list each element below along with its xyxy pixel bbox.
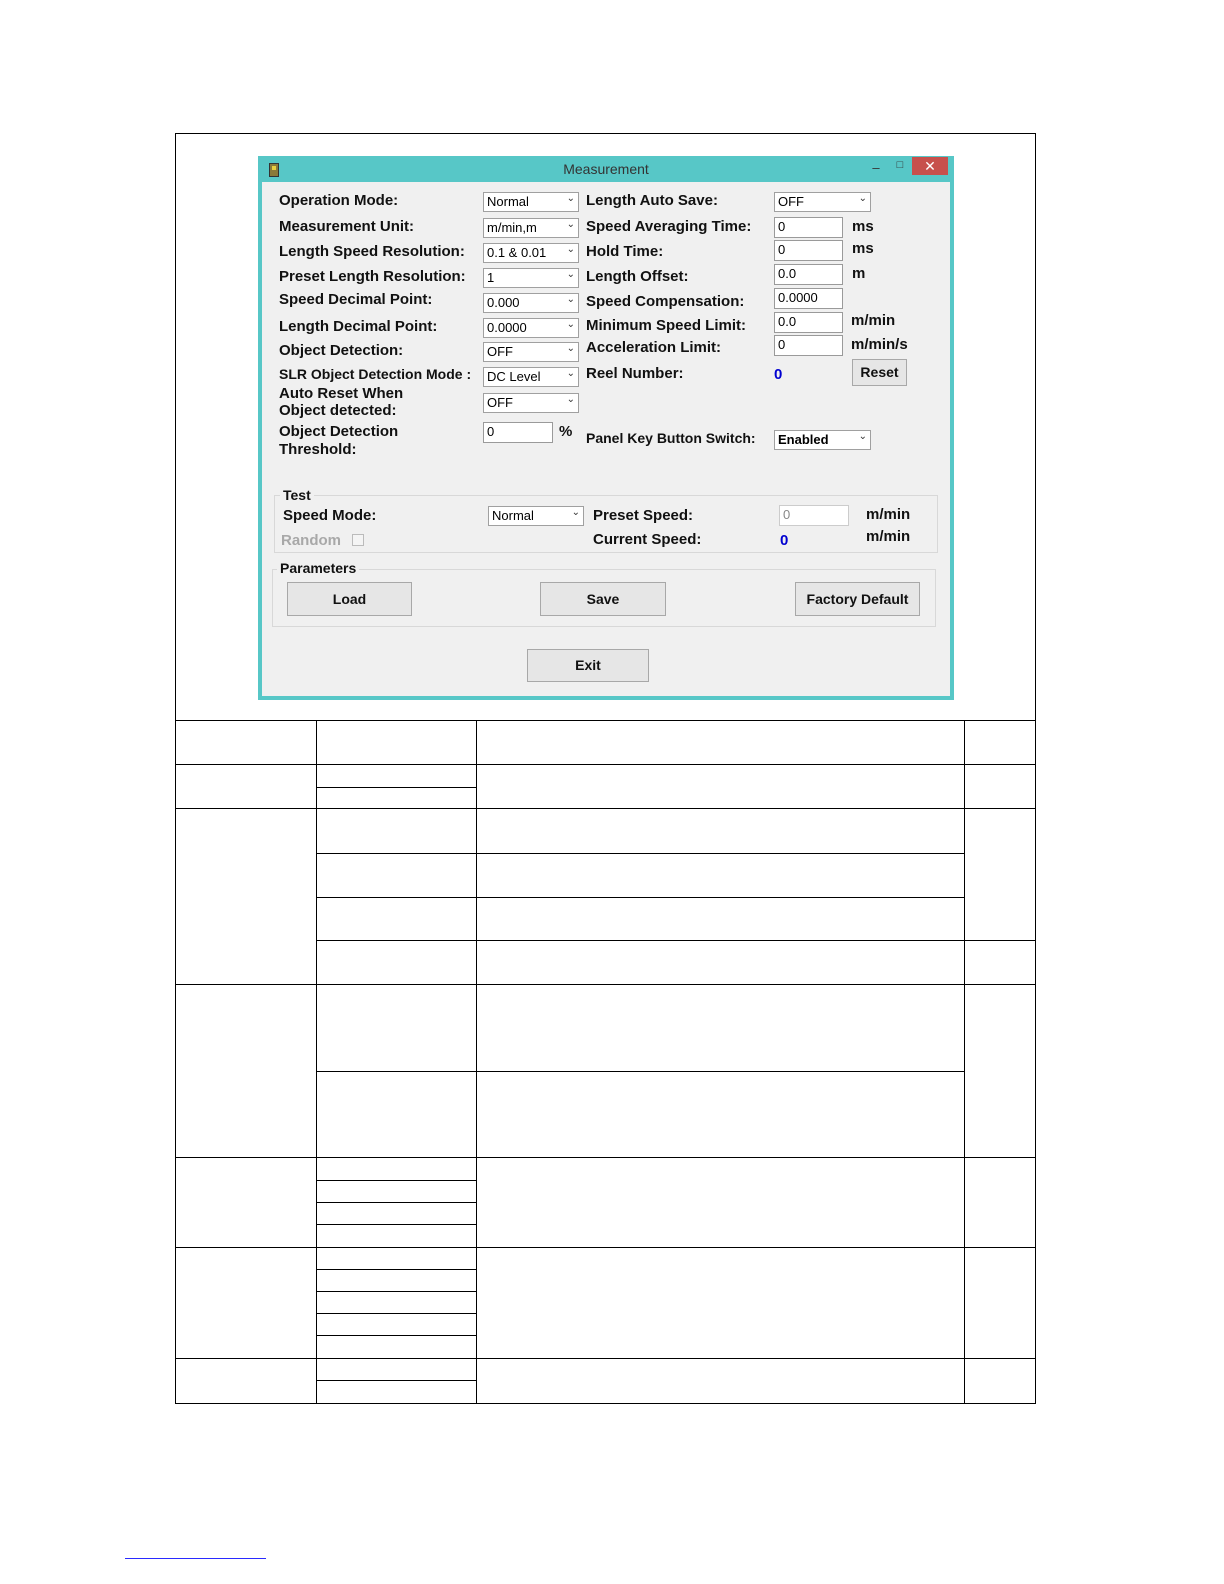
threshold-unit: % xyxy=(559,423,573,440)
random-label: Random xyxy=(281,532,341,549)
chevron-down-icon: ⌄ xyxy=(858,193,867,204)
table-row-divider xyxy=(175,764,1036,765)
acceleration-limit-label: Acceleration Limit: xyxy=(586,339,722,356)
chevron-down-icon: ⌄ xyxy=(858,431,867,442)
chevron-down-icon: ⌄ xyxy=(566,193,575,204)
preset-speed-input[interactable]: 0 xyxy=(779,505,849,526)
table-row-divider xyxy=(175,720,1036,721)
hold-time-input[interactable]: 0 xyxy=(774,240,843,261)
table-cell-divider xyxy=(316,1313,476,1314)
length-offset-label: Length Offset: xyxy=(586,268,689,285)
slr-object-detection-mode-select[interactable]: DC Level ⌄ xyxy=(483,367,579,387)
load-button[interactable]: Load xyxy=(287,582,412,616)
table-row-divider xyxy=(316,853,965,854)
table-row-divider xyxy=(316,897,965,898)
preset-speed-label: Preset Speed: xyxy=(593,507,694,524)
table-cell-divider xyxy=(316,1380,476,1381)
speed-compensation-input[interactable]: 0.0000 xyxy=(774,288,843,309)
panel-key-button-switch-label: Panel Key Button Switch: xyxy=(586,430,756,446)
speed-decimal-point-label: Speed Decimal Point: xyxy=(279,291,433,308)
object-detection-label: Object Detection: xyxy=(279,342,404,359)
table-column-divider xyxy=(964,720,965,1404)
table-cell-divider xyxy=(316,1269,476,1270)
length-speed-resolution-select[interactable]: 0.1 & 0.01 ⌄ xyxy=(483,243,579,263)
measurement-dialog xyxy=(258,156,954,700)
minimum-speed-limit-input[interactable]: 0.0 xyxy=(774,312,843,333)
exit-button[interactable]: Exit xyxy=(527,649,649,682)
acceleration-limit-unit: m/min/s xyxy=(851,336,908,353)
length-decimal-point-label: Length Decimal Point: xyxy=(279,318,438,335)
auto-reset-label-line1: Auto Reset When xyxy=(279,385,404,402)
table-row-divider xyxy=(175,1247,1036,1248)
table-cell-divider xyxy=(316,1180,476,1181)
object-detection-threshold-label-line1: Object Detection xyxy=(279,423,399,440)
save-button[interactable]: Save xyxy=(540,582,666,616)
current-speed-unit: m/min xyxy=(866,528,911,545)
acceleration-limit-input[interactable]: 0 xyxy=(774,335,843,356)
factory-default-button[interactable]: Factory Default xyxy=(795,582,920,616)
table-cell-divider xyxy=(316,1291,476,1292)
object-detection-threshold-label-line2: Threshold: xyxy=(279,441,357,458)
chevron-down-icon: ⌄ xyxy=(566,219,575,230)
length-auto-save-select[interactable]: OFF ⌄ xyxy=(774,192,871,212)
chevron-down-icon: ⌄ xyxy=(566,343,575,354)
table-cell-divider xyxy=(316,1224,476,1225)
reel-number-label: Reel Number: xyxy=(586,365,684,382)
reset-button[interactable]: Reset xyxy=(852,359,907,386)
preset-speed-unit: m/min xyxy=(866,506,911,523)
panel-key-button-switch-select[interactable]: Enabled ⌄ xyxy=(774,430,871,450)
table-cell-divider xyxy=(316,787,476,788)
footnote-separator xyxy=(125,1558,266,1559)
test-group-title: Test xyxy=(280,487,314,503)
object-detection-select[interactable]: OFF ⌄ xyxy=(483,342,579,362)
reel-number-value: 0 xyxy=(774,366,783,383)
speed-compensation-label: Speed Compensation: xyxy=(586,293,745,310)
chevron-down-icon: ⌄ xyxy=(566,319,575,330)
speed-mode-select[interactable]: Normal ⌄ xyxy=(488,506,584,526)
measurement-unit-label: Measurement Unit: xyxy=(279,218,415,235)
table-row-divider xyxy=(175,984,1036,985)
measurement-unit-select[interactable]: m/min,m ⌄ xyxy=(483,218,579,238)
auto-reset-label-line2: Object detected: xyxy=(279,402,397,419)
speed-decimal-point-select[interactable]: 0.000 ⌄ xyxy=(483,293,579,313)
random-checkbox[interactable] xyxy=(352,534,364,546)
hold-time-label: Hold Time: xyxy=(586,243,664,260)
table-row-divider xyxy=(316,1071,965,1072)
title-bar[interactable] xyxy=(258,156,954,182)
speed-mode-label: Speed Mode: xyxy=(283,507,377,524)
object-detection-threshold-input[interactable]: 0 xyxy=(483,422,553,443)
chevron-down-icon: ⌄ xyxy=(566,294,575,305)
length-auto-save-label: Length Auto Save: xyxy=(586,192,718,209)
minimum-speed-limit-unit: m/min xyxy=(851,312,896,329)
table-row-divider xyxy=(316,940,1036,941)
parameters-group-title: Parameters xyxy=(277,560,359,576)
chevron-down-icon: ⌄ xyxy=(566,394,575,405)
length-offset-unit: m xyxy=(852,265,866,282)
chevron-down-icon: ⌄ xyxy=(571,507,580,518)
speed-averaging-time-label: Speed Averaging Time: xyxy=(586,218,752,235)
length-decimal-point-select[interactable]: 0.0000 ⌄ xyxy=(483,318,579,338)
preset-length-resolution-label: Preset Length Resolution: xyxy=(279,268,466,285)
current-speed-value: 0 xyxy=(780,532,789,549)
auto-reset-select[interactable]: OFF ⌄ xyxy=(483,393,579,413)
maximize-icon[interactable]: □ xyxy=(896,159,904,171)
speed-averaging-time-unit: ms xyxy=(852,218,874,235)
slr-object-detection-mode-label: SLR Object Detection Mode : xyxy=(279,366,472,382)
chevron-down-icon: ⌄ xyxy=(566,368,575,379)
table-row-divider xyxy=(175,808,1036,809)
chevron-down-icon: ⌄ xyxy=(566,244,575,255)
dialog-client-area xyxy=(262,182,950,696)
table-row-divider xyxy=(175,1157,1036,1158)
length-speed-resolution-label: Length Speed Resolution: xyxy=(279,243,465,260)
operation-mode-select[interactable]: Normal ⌄ xyxy=(483,192,579,212)
table-cell-divider xyxy=(316,1335,476,1336)
hold-time-unit: ms xyxy=(852,240,874,257)
window-title: Measurement xyxy=(563,161,649,177)
table-row-divider xyxy=(175,1358,1036,1359)
table-column-divider xyxy=(316,720,317,1404)
speed-averaging-time-input[interactable]: 0 xyxy=(774,217,843,238)
preset-length-resolution-select[interactable]: 1 ⌄ xyxy=(483,268,579,288)
operation-mode-label: Operation Mode: xyxy=(279,192,399,209)
minimum-speed-limit-label: Minimum Speed Limit: xyxy=(586,317,747,334)
table-column-divider xyxy=(476,720,477,1404)
chevron-down-icon: ⌄ xyxy=(566,269,575,280)
minimize-icon[interactable]: – xyxy=(872,160,880,175)
close-icon[interactable]: ✕ xyxy=(912,157,948,175)
table-cell-divider xyxy=(316,1202,476,1203)
length-offset-input[interactable]: 0.0 xyxy=(774,264,843,285)
current-speed-label: Current Speed: xyxy=(593,531,702,548)
